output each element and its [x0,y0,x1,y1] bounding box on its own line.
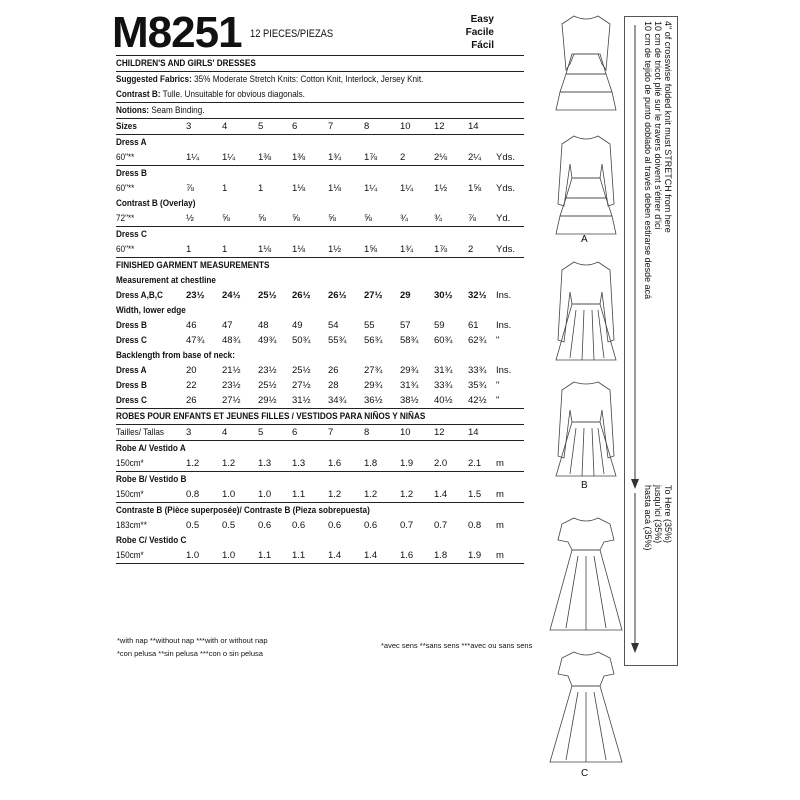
fabrics-text: 35% Moderate Stretch Knits: Cotton Knit, Interlock, Jersey Knit. [194,74,424,85]
cell-value: 29½ [258,395,277,406]
row-label: Dress B [116,320,147,331]
yardage-row [116,150,524,165]
cell-value: 1⅜ [292,152,306,163]
back-row [116,363,524,378]
cell-value: 1.2 [364,489,378,500]
cell-value: 1⅛ [328,183,342,194]
back-label [116,348,524,363]
row-label: Backlength from base of neck: [116,350,235,361]
cell-value: 49¾ [258,335,277,346]
cell-value: 55 [364,320,375,331]
cell-value: 48 [258,320,269,331]
footnote-english: *with nap **without nap ***with or without nap [117,636,268,645]
cell-value: 54 [328,320,339,331]
width-label [116,303,524,318]
cell-value: 1⅞ [434,244,448,255]
row-label: Dress B [116,168,147,179]
cell-value: 42½ [468,395,487,406]
row-label: Width, lower edge [116,305,186,316]
row-label: Sizes [116,121,137,132]
cell-value: 0.6 [258,520,272,531]
cell-value: 24½ [222,290,241,301]
figure-c-front [550,518,622,630]
cell-value: 27½ [364,290,383,301]
cell-value: 0.5 [186,520,200,531]
figure-label-a: A [581,234,588,245]
cell-value: 2 [400,152,406,163]
cell-value: 1.4 [364,550,378,561]
cell-value: 0.8 [468,520,482,531]
yardage-sheet [116,55,524,564]
yardage-group-label [116,227,524,242]
cell-value: 21½ [222,365,241,376]
cell-value: 1.2 [400,489,414,500]
difficulty-en: Easy [470,14,494,25]
pieces-count: 12 PIECES/PIEZAS [250,28,334,40]
cell-value: 1.0 [222,550,236,561]
figure-b-front [556,262,616,360]
cell-value: 27½ [292,380,311,391]
yardage-row [116,242,524,257]
cell-value: 59 [434,320,445,331]
cell-value: 27¾ [364,365,383,376]
unit-label: m [496,550,504,561]
cell-value: 1 [222,183,228,194]
unit-label: Yds. [496,244,516,255]
cell-value: 0.6 [364,520,378,531]
back-row [116,393,524,408]
cell-value: 50¾ [292,335,311,346]
cell-value: 1.6 [328,458,342,469]
cell-value: 14 [468,427,479,438]
unit-label: Ins. [496,365,512,376]
cell-value: 1.0 [222,489,236,500]
french-row [116,456,524,471]
row-label: Measurement at chestline [116,275,216,286]
cell-value: 60¾ [434,335,453,346]
cell-value: 25½ [292,365,311,376]
stretch-text-fr: 10 cm de tricot plié sur le travers doivent s'étirer d'ici [653,21,663,230]
stretch-text-en: 4" of crosswise folded knit must STRETCH from here [663,21,673,233]
cell-value: 1.3 [292,458,306,469]
figure-label-c: C [581,768,589,779]
french-group-label [116,503,524,518]
figure-a-front [556,16,616,110]
cell-value: 6 [292,427,298,438]
contrast-label: Contrast B: [116,89,161,100]
cell-value: 1 [186,244,192,255]
unit-label: Yds. [496,183,516,194]
cell-value: 55¾ [328,335,347,346]
cell-value: 1.8 [434,550,448,561]
cell-value: 28 [328,380,339,391]
cell-value: 3 [186,121,192,132]
row-label: 183cm** [116,520,147,531]
french-title [116,409,524,424]
figure-c-back [550,652,622,762]
row-label: 150cm* [116,458,144,469]
cell-value: 1¼ [222,152,236,163]
cell-value: 23½ [186,290,205,301]
cell-value: 1.2 [222,458,236,469]
notions-label: Notions: [116,105,150,116]
chest-row [116,288,524,303]
finished-title [116,258,524,273]
cell-value: 46 [186,320,197,331]
chest-label [116,273,524,288]
cell-value: 26 [328,365,339,376]
row-label: FINISHED GARMENT MEASUREMENTS [116,260,270,271]
figure-b-back [556,382,616,476]
cell-value: 1.2 [186,458,200,469]
french-row [116,548,524,563]
cell-value: 5 [258,121,264,132]
cell-value: 35¾ [468,380,487,391]
cell-value: 23½ [222,380,241,391]
unit-label: " [496,335,500,346]
cell-value: ¾ [434,213,442,224]
cell-value: 1.9 [468,550,482,561]
cell-value: 1⅝ [364,244,378,255]
cell-value: 20 [186,365,197,376]
cell-value: ⅞ [186,183,194,194]
cell-value: 1.6 [400,550,414,561]
finished-block [116,258,524,409]
cell-value: 61 [468,320,479,331]
cell-value: 0.8 [186,489,200,500]
pattern-code: M8251 [112,8,242,57]
french-row [116,487,524,502]
cell-value: 25½ [258,380,277,391]
cell-value: 33¾ [434,380,453,391]
cell-value: 1.4 [434,489,448,500]
cell-value: 1¾ [328,152,342,163]
width-row [116,318,524,333]
cell-value: 2⅛ [434,152,448,163]
cell-value: ½ [186,213,194,224]
cell-value: 1.3 [258,458,272,469]
cell-value: 32½ [468,290,487,301]
unit-label: Ins. [496,290,512,301]
cell-value: ⅝ [222,213,230,224]
here-text-fr: jusqu'ici (35%) [653,485,663,544]
row-label: ROBES POUR ENFANTS ET JEUNES FILLES / VESTIDOS PARA NIÑOS Y NIÑAS [116,411,426,422]
cell-value: 1½ [328,244,342,255]
width-row [116,333,524,348]
cell-value: 12 [434,427,445,438]
footnote-spanish: *con pelusa **sin pelusa ***con o sin pelusa [117,649,263,658]
row-label: Dress C [116,229,147,240]
contrast-text: Tulle. Unsuitable for obvious diagonals. [162,89,305,100]
cell-value: 1⅝ [468,183,482,194]
here-text-en: To Here (35%) [663,485,673,544]
cell-value: 1.1 [292,489,306,500]
cell-value: 0.5 [222,520,236,531]
yardage-block [116,135,524,258]
cell-value: 49 [292,320,303,331]
figure-a-back [556,136,616,234]
cell-value: 31¾ [434,365,453,376]
unit-label: m [496,458,504,469]
cell-value: 57 [400,320,411,331]
row-label: Dress C [116,395,147,406]
cell-value: 1.1 [292,550,306,561]
cell-value: 31¾ [400,380,419,391]
cell-value: 1⅛ [292,183,306,194]
unit-label: m [496,489,504,500]
cell-value: 48¾ [222,335,241,346]
notions-text: Seam Binding. [151,105,205,116]
yardage-row [116,211,524,226]
cell-value: 47 [222,320,233,331]
row-label: Robe C/ Vestido C [116,535,187,546]
cell-value: 1⅞ [364,152,378,163]
cell-value: 0.6 [328,520,342,531]
cell-value: 1¼ [364,183,378,194]
cell-value: ⅝ [292,213,300,224]
cell-value: 1.0 [186,550,200,561]
cell-value: 26½ [328,290,347,301]
row-label: Dress B [116,380,147,391]
row-label: Dress C [116,335,147,346]
row-label: 60"** [116,244,135,255]
row-label: Dress A [116,365,147,376]
cell-value: 26½ [292,290,311,301]
cell-value: 2 [468,244,474,255]
cell-value: 1.5 [468,489,482,500]
cell-value: 1¼ [400,183,414,194]
row-label: 150cm* [116,550,144,561]
row-label: 60"** [116,152,135,163]
cell-value: ¾ [400,213,408,224]
unit-label: m [496,520,504,531]
row-label: Robe B/ Vestido B [116,474,187,485]
cell-value: 31½ [292,395,311,406]
unit-label: Yd. [496,213,511,224]
cell-value: 4 [222,121,228,132]
cell-value: 7 [328,121,334,132]
difficulty-es: Fácil [471,40,494,51]
cell-value: 8 [364,121,370,132]
cell-value: ⅝ [328,213,336,224]
cell-value: 23½ [258,365,277,376]
cell-value: 40½ [434,395,453,406]
cell-value: 38½ [400,395,419,406]
cell-value: 36½ [364,395,383,406]
cell-value: 1⅛ [258,244,272,255]
cell-value: 1 [258,183,264,194]
cell-value: 1½ [434,183,448,194]
figure-label-b: B [581,480,588,491]
cell-value: 29¾ [364,380,383,391]
cell-value: 30½ [434,290,453,301]
cell-value: 1.9 [400,458,414,469]
cell-value: 47¾ [186,335,205,346]
cell-value: 1.4 [328,550,342,561]
cell-value: 2.1 [468,458,482,469]
cell-value: 1¼ [186,152,200,163]
cell-value: 5 [258,427,264,438]
footnote-french: *avec sens **sans sens ***avec ou sans sens [381,641,533,650]
unit-label: Yds. [496,152,516,163]
cell-value: 1⅜ [258,152,272,163]
row-label: 150cm* [116,489,144,500]
cell-value: ⅝ [258,213,266,224]
cell-value: ⅝ [364,213,372,224]
cell-value: 7 [328,427,334,438]
row-label: Dress A,B,C [116,290,163,301]
cell-value: 25½ [258,290,277,301]
sizes-row [116,119,524,134]
cell-value: 22 [186,380,197,391]
cell-value: 2¼ [468,152,482,163]
cell-value: 0.7 [434,520,448,531]
here-text-es: hasta acá (35%) [643,485,653,551]
cell-value: 1⅛ [292,244,306,255]
back-row [116,378,524,393]
cell-value: 2.0 [434,458,448,469]
cell-value: 27½ [222,395,241,406]
cell-value: 1.1 [258,550,272,561]
cell-value: 1.0 [258,489,272,500]
row-label: 60"** [116,183,135,194]
garment-figures [536,10,636,790]
unit-label: Ins. [496,320,512,331]
cell-value: 62¾ [468,335,487,346]
french-group-label [116,441,524,456]
french-sizes-row [116,425,524,440]
cell-value: 0.6 [292,520,306,531]
cell-value: 0.7 [400,520,414,531]
cell-value: 29¾ [400,365,419,376]
cell-value: 33¾ [468,365,487,376]
row-label: 72"** [116,213,135,224]
cell-value: 29 [400,290,411,301]
difficulty-fr: Facile [465,27,494,38]
cell-value: 1 [222,244,228,255]
row-label: Robe A/ Vestido A [116,443,186,454]
yardage-group-label [116,166,524,181]
row-label: Tailles/ Tallas [116,427,164,438]
cell-value: 3 [186,427,192,438]
cell-value: ⅞ [468,213,476,224]
cell-value: 34¾ [328,395,347,406]
cell-value: 8 [364,427,370,438]
cell-value: 58¾ [400,335,419,346]
french-group-label [116,472,524,487]
row-label: Contraste B (Pièce superposée)/ Contraste B (Pieza sobrepuesta) [116,505,370,516]
french-block [116,409,524,564]
sheet-title: CHILDREN'S AND GIRLS' DRESSES [116,58,256,69]
cell-value: 26 [186,395,197,406]
unit-label: " [496,395,500,406]
cell-value: 10 [400,121,411,132]
fabrics-label: Suggested Fabrics: [116,74,192,85]
row-label: Dress A [116,137,147,148]
cell-value: 56¾ [364,335,383,346]
cell-value: 4 [222,427,228,438]
yardage-row [116,181,524,196]
yardage-group-label [116,196,524,211]
french-row [116,518,524,533]
cell-value: 14 [468,121,479,132]
cell-value: 1.8 [364,458,378,469]
french-group-label [116,533,524,548]
cell-value: 1¾ [400,244,414,255]
cell-value: 6 [292,121,298,132]
cell-value: 1.2 [328,489,342,500]
unit-label: " [496,380,500,391]
stretch-text-es: 10 cm de tejido de punto doblado al través deben estirarse desde acá [643,21,653,300]
cell-value: 10 [400,427,411,438]
yardage-group-label [116,135,524,150]
row-label: Contrast B (Overlay) [116,198,196,209]
cell-value: 12 [434,121,445,132]
